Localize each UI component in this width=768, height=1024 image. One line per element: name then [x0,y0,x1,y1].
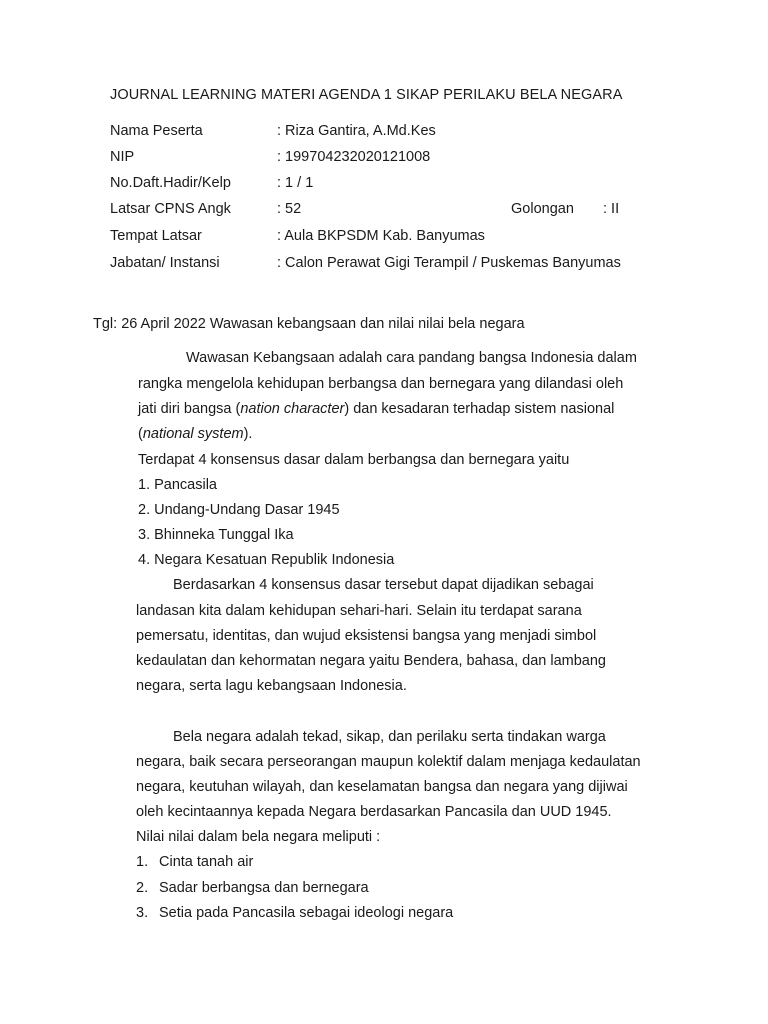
national-system-term: national system [142,426,244,442]
entry-date-line: Tgl: 26 April 2022 Wawasan kebangsaan dan nilai nilai bela negara [93,316,525,332]
konsensus-item: 4. Negara Kesatuan Republik Indonesia [138,552,395,568]
berdasarkan-line: kedaulatan dan kehormatan negara yaitu Bendera, bahasa, dan lambang [136,653,606,669]
latsar-label: Latsar CPNS Angk [110,201,231,217]
wawasan-line-1: Wawasan Kebangsaan adalah cara pandang bangsa Indonesia dalam [186,350,637,366]
nama-value: : Riza Gantira, A.Md.Kes [277,123,436,139]
berdasarkan-line: landasan kita dalam kehidupan sehari-hari. Selain itu terdapat sarana [136,603,582,619]
tempat-label: Tempat Latsar [110,228,202,244]
berdasarkan-line: negara, serta lagu kebangsaan Indonesia. [136,678,407,694]
konsensus-item: 1. Pancasila [138,477,217,493]
wawasan-line-4a: ( [138,426,143,442]
golongan-label: Golongan [511,201,574,217]
nilai-number: 3. [136,905,149,921]
bela-negara-line: Bela negara adalah tekad, sikap, dan perilaku serta tindakan warga [173,729,606,745]
nation-character-term: nation character [240,401,345,417]
wawasan-line-4c: ). [243,426,253,442]
wawasan-line-4 [138,426,252,442]
latsar-value: : 52 [277,201,302,217]
nilai-item: Cinta tanah air [159,854,254,870]
nilai-number: 2. [136,880,149,896]
jabatan-value: : Calon Perawat Gigi Terampil / Puskemas Banyumas [277,255,621,271]
nilai-item: Sadar berbangsa dan bernegara [159,880,369,896]
document-title: JOURNAL LEARNING MATERI AGENDA 1 SIKAP PERILAKU BELA NEGARA [110,87,623,103]
tempat-value: : Aula BKPSDM Kab. Banyumas [277,228,485,244]
jabatan-label: Jabatan/ Instansi [110,255,220,271]
nilai-item: Setia pada Pancasila sebagai ideologi negara [159,905,454,921]
nama-label: Nama Peserta [110,123,203,139]
nip-value: : 199704232020121008 [277,149,431,165]
wawasan-line-2: rangka mengelola kehidupan berbangsa dan bernegara yang dilandasi oleh [138,376,624,392]
absen-label: No.Daft.Hadir/Kelp [110,175,231,191]
berdasarkan-line: pemersatu, identitas, dan wujud eksistensi bangsa yang menjadi simbol [136,628,597,644]
nilai-number: 1. [136,854,149,870]
bela-negara-line: negara, keutuhan wilayah, dan keselamatan bangsa dan negara yang dijiwai [136,779,628,795]
absen-value: : 1 / 1 [277,175,314,191]
bela-negara-line: negara, baik secara perseorangan maupun kolektif dalam menjaga kedaulatan [136,754,641,770]
wawasan-line-3 [138,401,614,417]
nilai-intro: Nilai nilai dalam bela negara meliputi : [136,829,381,845]
konsensus-intro: Terdapat 4 konsensus dasar dalam berbangsa dan bernegara yaitu [138,452,570,468]
wawasan-line-3c: ) dan kesadaran terhadap sistem nasional [344,401,615,417]
konsensus-item: 3. Bhinneka Tunggal Ika [138,527,294,543]
berdasarkan-line: Berdasarkan 4 konsensus dasar tersebut dapat dijadikan sebagai [173,577,594,593]
wawasan-line-3a: jati diri bangsa ( [138,401,241,417]
konsensus-item: 2. Undang-Undang Dasar 1945 [138,502,340,518]
bela-negara-line: oleh kecintaannya kepada Negara berdasarkan Pancasila dan UUD 1945. [136,804,612,820]
nip-label: NIP [110,149,135,165]
golongan-value: : II [603,201,620,217]
